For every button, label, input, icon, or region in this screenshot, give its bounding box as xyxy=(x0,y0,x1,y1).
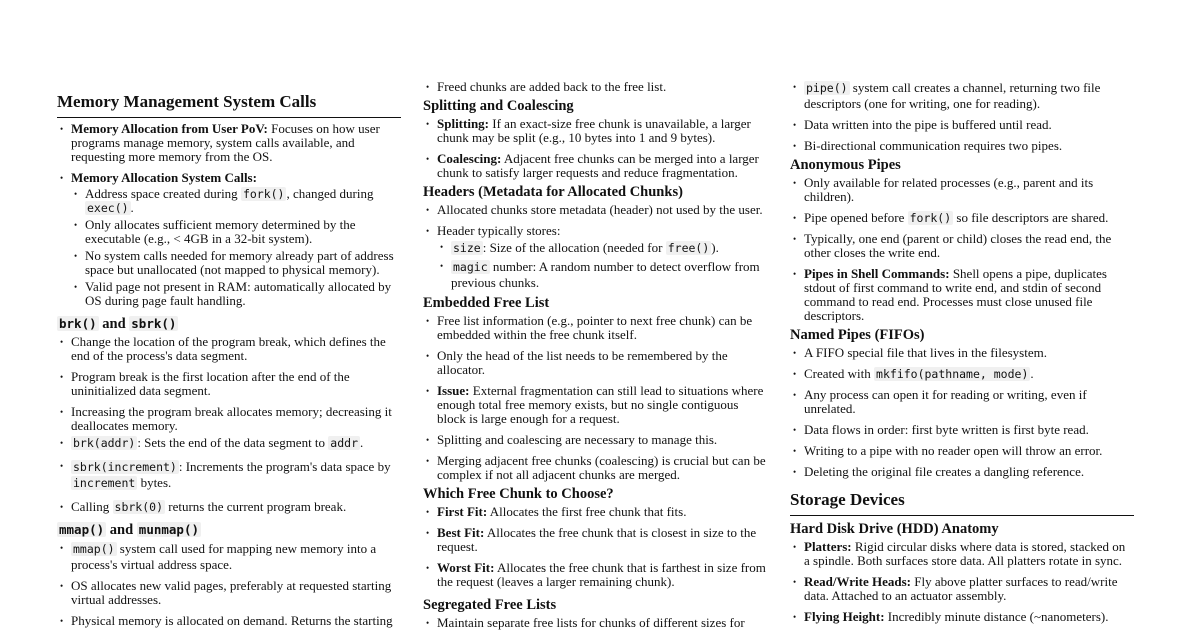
subsection-heading-mmap-munmap xyxy=(57,521,401,539)
inline-code: sbrk(0) xyxy=(114,500,163,514)
item-text: ). xyxy=(711,240,719,255)
list-item xyxy=(423,526,767,554)
item-label: Read/Write Heads: xyxy=(804,574,911,589)
list-item xyxy=(57,171,401,308)
inline-code: sbrk(increment) xyxy=(73,460,177,474)
column-2 xyxy=(423,80,767,637)
list-item xyxy=(57,500,401,514)
list-item: • Deleting the original file creates a dangling reference. xyxy=(790,465,1134,479)
list-item: • Only the head of the list needs to be remembered by the allocator. xyxy=(423,349,767,377)
item-text: Allocates the free chunk that is closest in size to the request. xyxy=(437,525,757,554)
item-label: Pipes in Shell Commands: xyxy=(804,266,950,281)
subsection-heading-headers: Headers (Metadata for Allocated Chunks) xyxy=(423,184,683,200)
list-item: • Splitting and coalescing are necessary to manage this. xyxy=(423,433,767,447)
list-item: • Increasing the program break allocates memory; decreasing it deallocates memory. xyxy=(57,405,401,433)
list-item: • A FIFO special file that lives in the filesystem. xyxy=(790,346,1134,360)
subsection-heading-embedded-free-list: Embedded Free List xyxy=(423,295,550,311)
item-label: Splitting: xyxy=(437,116,490,131)
mmap-munmap-list xyxy=(57,541,401,628)
item-text: . xyxy=(1030,366,1034,381)
item-text: returns the current program break. xyxy=(165,499,347,514)
list-item: • Data written into the pipe is buffered until read. xyxy=(790,118,1134,132)
inline-code: exec() xyxy=(87,201,129,215)
item-label: Worst Fit: xyxy=(437,560,495,575)
item-text: system call creates a channel, returning two file descriptors (one for writing, one for reading). xyxy=(804,80,1101,111)
column-3 xyxy=(790,80,1134,631)
fit-strategies-list xyxy=(423,505,767,589)
item-text: Rigid circular disks where data is stored, stacked on a spindle. Both surfaces store data. All platters rotate in sync. xyxy=(804,539,1126,568)
list-item xyxy=(57,122,401,164)
sub-list-item xyxy=(437,240,767,256)
list-item: • OS allocates new valid pages, preferably at requested starting virtual addresses. xyxy=(57,579,401,607)
list-item: • Only available for related processes (e.g., parent and its children). xyxy=(790,176,1134,204)
list-item xyxy=(57,541,401,572)
list-item: • Writing to a pipe with no reader open will throw an error. xyxy=(790,444,1134,458)
inline-code: brk(addr) xyxy=(73,436,136,450)
item-text: Focuses on how user programs manage memory, system calls available, and requesting more memory from the OS. xyxy=(71,121,380,164)
item-text: : Size of the allocation (needed for xyxy=(482,240,666,255)
anonymous-pipes-list xyxy=(790,176,1134,323)
sub-list-item xyxy=(71,218,401,246)
list-item: • Any process can open it for reading or writing, even if unrelated. xyxy=(790,388,1134,416)
item-text: Address space created during xyxy=(85,186,241,201)
inline-code: fork() xyxy=(242,187,285,201)
sub-list xyxy=(71,187,401,308)
named-pipes-list xyxy=(790,346,1134,479)
list-item xyxy=(57,459,401,491)
brk-sbrk-list xyxy=(57,335,401,514)
inline-code: mmap() xyxy=(73,542,115,556)
inline-code: pipe() xyxy=(806,81,848,95)
item-text: Allocates the first free chunk that fits. xyxy=(487,504,687,519)
item-text: Created with xyxy=(804,366,875,381)
subsection-heading-segregated-free-lists: Segregated Free Lists xyxy=(423,597,557,613)
subsection-heading-brk-sbrk xyxy=(57,315,401,333)
list-item: • Freed chunks are added back to the free list. xyxy=(423,80,767,94)
item-text: If an exact-size free chunk is unavailable, a larger chunk may be split (e.g., 10 bytes into 1 and 9 bytes). xyxy=(437,116,751,145)
inline-code: magic xyxy=(453,260,488,274)
item-text: Adjacent free chunks can be merged into a larger chunk to satisfy larger requests and reduce fragmentation. xyxy=(437,151,759,180)
subsection-heading-named-pipes: Named Pipes (FIFOs) xyxy=(790,327,925,343)
section-heading-memory-management: Memory Management System Calls xyxy=(57,91,401,118)
item-text: bytes. xyxy=(137,475,172,490)
embedded-free-list-list xyxy=(423,314,767,482)
sub-list xyxy=(437,240,767,291)
item-text: Incredibly minute distance (~nanometers). xyxy=(884,609,1109,624)
list-item: • Physical memory is allocated on demand. Returns the starting xyxy=(57,614,401,628)
list-item xyxy=(423,561,767,589)
list-item xyxy=(790,267,1134,323)
list-item xyxy=(423,224,767,291)
item-text: Calling xyxy=(71,499,113,514)
list-item: • Change the location of the program break, which defines the end of the process's data segment. xyxy=(57,335,401,363)
item-text: Fly above platter surfaces to read/write data. Attached to an actuator assembly. xyxy=(804,574,1118,603)
hdd-anatomy-list xyxy=(790,540,1134,624)
pipes-intro-list xyxy=(790,80,1134,153)
subsection-heading-anonymous-pipes: Anonymous Pipes xyxy=(790,157,901,173)
inline-code: munmap() xyxy=(138,522,200,537)
inline-code: brk() xyxy=(59,316,97,331)
item-label: Platters: xyxy=(804,539,852,554)
list-item xyxy=(423,384,767,426)
item-label: Coalescing: xyxy=(437,151,502,166)
list-item xyxy=(423,152,767,180)
sub-list-item xyxy=(71,187,401,215)
list-item xyxy=(790,367,1134,381)
splitting-coalescing-list xyxy=(423,117,767,180)
inline-code: size xyxy=(453,241,481,255)
item-text: system call used for mapping new memory into a process's virtual address space. xyxy=(71,541,377,572)
inline-code: fork() xyxy=(909,211,952,225)
item-text: number: A random number to detect overflow from previous chunks. xyxy=(451,259,760,290)
list-item xyxy=(790,211,1134,225)
segregated-list xyxy=(423,616,767,630)
subsection-heading-hdd-anatomy: Hard Disk Drive (HDD) Anatomy xyxy=(790,521,999,537)
list-item xyxy=(790,610,1134,624)
list-item: • Free list information (e.g., pointer to next free chunk) can be embedded within the free chunk itself. xyxy=(423,314,767,342)
item-label: Issue: xyxy=(437,383,470,398)
item-label: First Fit: xyxy=(437,504,488,519)
list-item xyxy=(423,505,767,519)
sub-list-item xyxy=(71,280,401,308)
item-text: , changed during xyxy=(286,186,374,201)
inline-code: sbrk() xyxy=(131,316,177,331)
list-item: • Merging adjacent free chunks (coalescing) is crucial but can be complex if not all adjacent chunks are merged. xyxy=(423,454,767,482)
memory-management-list xyxy=(57,122,401,308)
item-label: Flying Height: xyxy=(804,609,885,624)
headers-list xyxy=(423,203,767,291)
item-label: Best Fit: xyxy=(437,525,485,540)
sub-list-item xyxy=(71,249,401,277)
item-label: Memory Allocation System Calls: xyxy=(71,170,257,185)
subsection-heading-splitting-coalescing: Splitting and Coalescing xyxy=(423,98,574,114)
inline-code: mkfifo(pathname, mode) xyxy=(876,367,1029,381)
inline-code: addr xyxy=(330,436,358,450)
list-item xyxy=(57,436,401,450)
heading-text: and xyxy=(98,316,130,332)
sub-list-item xyxy=(437,259,767,291)
item-text: Allocates the free chunk that is farthest in size from the request (leaves a larger remaining chunk). xyxy=(437,560,766,589)
item-text: . xyxy=(360,435,364,450)
item-text: No system calls needed for memory already part of address space but unallocated (not mapped to physical memory). xyxy=(85,248,394,277)
list-item xyxy=(790,575,1134,603)
heading-text: and xyxy=(106,522,137,538)
list-item xyxy=(790,80,1134,111)
item-text: Valid page not present in RAM: automatically allocated by OS during page fault handling. xyxy=(85,279,392,308)
section-heading-storage-devices: Storage Devices xyxy=(790,489,1134,516)
item-text: : Sets the end of the data segment to xyxy=(137,435,329,450)
inline-code: mmap() xyxy=(59,522,105,537)
list-item: • Maintain separate free lists for chunks of different sizes for xyxy=(423,616,767,630)
item-text: Only allocates sufficient memory determined by the executable (e.g., < 4GB in a 32-bit system). xyxy=(85,217,356,246)
subsection-heading-which-free-chunk: Which Free Chunk to Choose? xyxy=(423,486,614,502)
item-text: External fragmentation can still lead to situations where enough total free memory exists, but no single contiguous block is large enough for a request. xyxy=(437,383,764,426)
list-item: • Typically, one end (parent or child) closes the read end, the other closes the write end. xyxy=(790,232,1134,260)
list-item: • Program break is the first location after the end of the uninitialized data segment. xyxy=(57,370,401,398)
item-text: : Increments the program's data space by xyxy=(178,459,391,474)
free-list-continuation xyxy=(423,80,767,94)
item-text: . xyxy=(130,200,134,215)
item-text: Shell opens a pipe, duplicates stdout of first command to write end, and stdin of second command to read end. Processes must close unused file descriptors. xyxy=(804,266,1107,323)
list-item: • Bi-directional communication requires two pipes. xyxy=(790,139,1134,153)
item-text: Header typically stores: xyxy=(437,223,561,238)
inline-code: increment xyxy=(73,476,136,490)
item-text: so file descriptors are shared. xyxy=(953,210,1109,225)
list-item: • Allocated chunks store metadata (header) not used by the user. xyxy=(423,203,767,217)
list-item xyxy=(423,117,767,145)
list-item: • Data flows in order: first byte written is first byte read. xyxy=(790,423,1134,437)
item-label: Memory Allocation from User PoV: xyxy=(71,121,268,136)
column-1 xyxy=(57,91,401,635)
item-text: Pipe opened before xyxy=(804,210,908,225)
list-item xyxy=(790,540,1134,568)
inline-code: free() xyxy=(667,241,710,255)
